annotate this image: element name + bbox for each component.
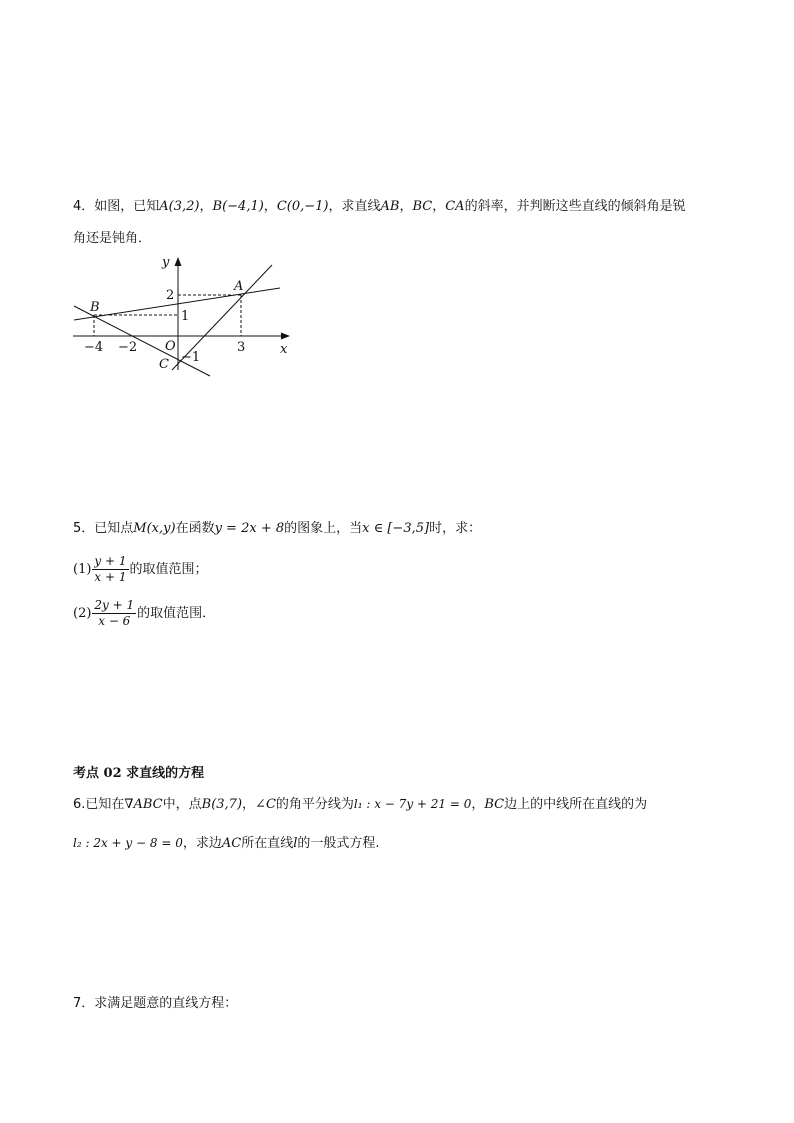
y-axis-arrow-icon xyxy=(175,257,182,266)
q6-text-7: ，求边 xyxy=(182,836,222,851)
q6-line-2 xyxy=(73,834,380,853)
y-axis-label: y xyxy=(162,255,170,270)
q6-text-8: 所在直线 xyxy=(241,836,294,851)
line-ca-label: CA xyxy=(445,199,465,214)
point-c-label: C xyxy=(159,357,169,372)
origin-label: O xyxy=(165,339,176,354)
q6-text-3: ， xyxy=(242,797,256,812)
line-l2-equation: l₂ : 2x + y − 8 = 0 xyxy=(73,836,183,850)
point-b-coord-q6: B(3,7) xyxy=(201,797,243,812)
x-tick-minus-2: −2 xyxy=(118,340,138,355)
q4-text-2: ，求直线 xyxy=(328,199,381,214)
q6-text-9: 的一般式方程. xyxy=(297,836,380,851)
q7-line: 7．求满足题意的直线方程： xyxy=(73,996,238,1011)
q4-sep-4: ， xyxy=(432,199,446,214)
q5-line-1 xyxy=(73,520,481,538)
q4-text-1: 如图，已知 xyxy=(94,199,160,214)
q4-sep-3: ， xyxy=(399,199,413,214)
q4-text-3: 的斜率，并判断这些直线的倾斜角是锐 xyxy=(464,199,686,214)
q4-sep-1: ， xyxy=(199,199,213,214)
fraction-2 xyxy=(92,598,136,629)
point-b-coord: B(−4,1) xyxy=(212,199,264,214)
q5-text-4: 时，求： xyxy=(429,521,482,536)
q6-text-4: 的角平分线为 xyxy=(275,797,354,812)
section-heading: 考点 02 求直线的方程 xyxy=(73,766,205,781)
y-tick-1: 1 xyxy=(181,309,190,324)
q5-text-2: 在函数 xyxy=(175,521,215,536)
point-b-label: B xyxy=(90,300,100,315)
fraction-1 xyxy=(92,554,128,585)
function-expr: y = 2x + 8 xyxy=(214,521,285,536)
q6-text-6: 边上的中线所在直线的为 xyxy=(504,797,648,812)
q5-text-3: 的图象上，当 xyxy=(284,521,363,536)
x-axis-arrow-icon xyxy=(281,333,290,340)
q4-line-2: 角还是钝角． xyxy=(73,231,152,246)
line-l: l xyxy=(293,836,298,851)
point-m: M(x,y) xyxy=(133,521,176,536)
y-tick-2: 2 xyxy=(166,288,175,303)
point-c-coord: C(0,−1) xyxy=(276,199,329,214)
triangle-abc: ∇ABC xyxy=(124,797,163,812)
q5-part-2-text: 的取值范围． xyxy=(137,606,216,621)
line-l1-equation: l₁ : x − 7y + 21 = 0 xyxy=(353,797,472,811)
q4-sep-2: ， xyxy=(263,199,277,214)
line-ab-label: AB xyxy=(380,199,400,214)
q4-number: 4． xyxy=(73,199,95,214)
fraction-2-numerator: 2y + 1 xyxy=(94,598,135,612)
q6-text-2: 中，点 xyxy=(162,797,202,812)
q6-text-1: 已知在 xyxy=(85,797,125,812)
y-tick-minus-1: −1 xyxy=(181,350,201,365)
fraction-2-denominator: x − 6 xyxy=(98,614,131,628)
domain-condition: x ∈ [−3,5] xyxy=(362,521,430,536)
x-tick-minus-4: −4 xyxy=(84,340,104,355)
q6-number: 6. xyxy=(73,797,86,812)
q5-text-1: 已知点 xyxy=(94,521,134,536)
point-a-coord: A(3,2) xyxy=(159,199,200,214)
angle-c: ∠C xyxy=(255,797,276,812)
point-a-label: A xyxy=(234,279,244,294)
fraction-1-denominator: x + 1 xyxy=(94,570,127,584)
q5-part-1 xyxy=(73,553,208,587)
q5-number: 5． xyxy=(73,521,95,536)
segment-ac: AC xyxy=(221,836,242,851)
q5-part-1-text: 的取值范围； xyxy=(129,562,208,577)
q5-part-2-label: (2) xyxy=(73,606,92,621)
q5-part-1-label: (1) xyxy=(73,562,92,577)
q5-part-2 xyxy=(73,597,215,631)
fraction-1-numerator: y + 1 xyxy=(94,554,127,568)
segment-bc: BC xyxy=(484,797,505,812)
x-axis-label: x xyxy=(280,342,288,357)
x-tick-3: 3 xyxy=(237,340,246,355)
q6-text-5: ， xyxy=(471,797,485,812)
q6-line-1 xyxy=(73,795,647,814)
line-bc-label: BC xyxy=(412,199,433,214)
